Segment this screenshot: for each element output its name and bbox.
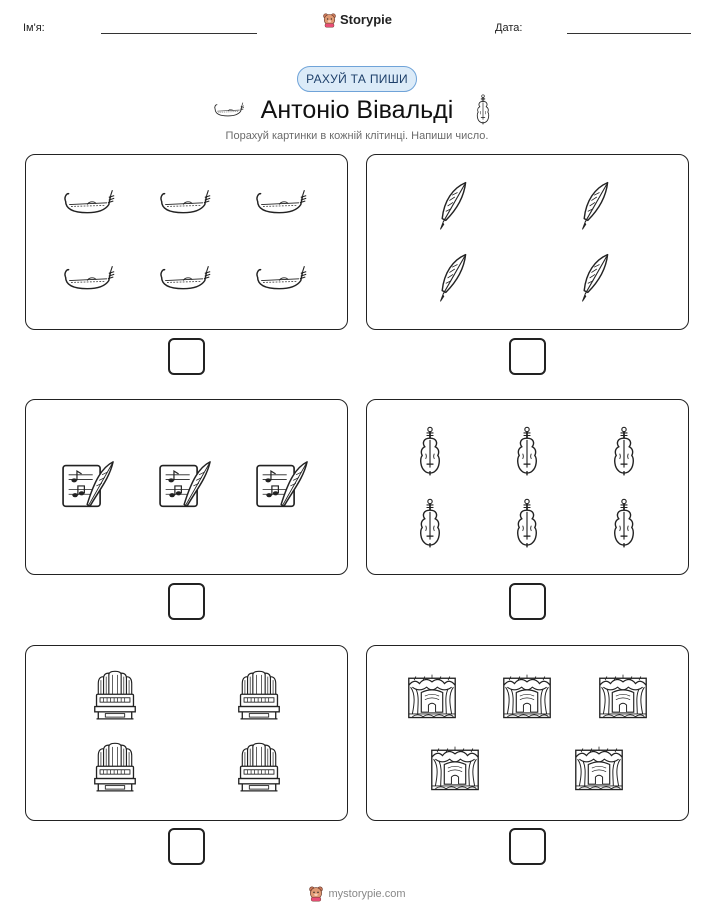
answer-box-quill[interactable] — [509, 338, 546, 375]
theater-stage-icon — [502, 672, 552, 722]
gondola-icon — [158, 259, 212, 295]
pipe-organ-icon — [237, 670, 281, 722]
pipe-organ-icon — [93, 670, 137, 722]
footer — [0, 886, 714, 902]
theater-stage-icon — [574, 744, 624, 794]
violin-icon — [514, 426, 540, 478]
name-label: Ім'я: — [23, 22, 45, 34]
violin-icon — [417, 498, 443, 550]
violin-icon — [474, 94, 492, 126]
answer-box-sheet-music[interactable] — [168, 583, 205, 620]
date-line[interactable] — [567, 33, 691, 34]
count-panel-stage — [366, 645, 689, 821]
theater-stage-icon — [598, 672, 648, 722]
violin-icon — [514, 498, 540, 550]
pipe-organ-icon — [237, 742, 281, 794]
gondola-icon — [62, 183, 116, 219]
violin-icon — [611, 498, 637, 550]
sheet-music-quill-icon — [255, 460, 311, 510]
instructions: Порахуй картинки в кожній клітинці. Напиши число. — [225, 130, 489, 142]
title-row — [0, 94, 714, 128]
sheet-music-quill-icon — [61, 460, 117, 510]
gondola-icon — [158, 183, 212, 219]
gondola-icon — [62, 259, 116, 295]
gondola-icon — [254, 259, 308, 295]
answer-box-organ[interactable] — [168, 828, 205, 865]
pipe-organ-icon — [93, 742, 137, 794]
bear-logo-icon — [308, 886, 324, 902]
count-panel-violin — [366, 399, 689, 575]
name-line[interactable] — [101, 33, 257, 34]
count-panel-organ — [25, 645, 348, 821]
theater-stage-icon — [430, 744, 480, 794]
theater-stage-icon — [407, 672, 457, 722]
violin-icon — [611, 426, 637, 478]
quill-icon — [577, 179, 613, 233]
answer-box-violin[interactable] — [509, 583, 546, 620]
violin-icon — [417, 426, 443, 478]
quill-icon — [435, 251, 471, 305]
footer-site[interactable]: mystorypie.com — [328, 887, 406, 900]
sheet-music-quill-icon — [158, 460, 214, 510]
page-title: Антоніо Вівальді — [260, 96, 454, 124]
quill-icon — [435, 179, 471, 233]
date-label: Дата: — [495, 22, 523, 34]
count-panel-quill — [366, 154, 689, 330]
answer-box-stage[interactable] — [509, 828, 546, 865]
count-panel-sheet-music — [25, 399, 348, 575]
brand-logo — [0, 12, 714, 28]
activity-badge: РАХУЙ ТА ПИШИ — [297, 66, 417, 92]
gondola-icon — [254, 183, 308, 219]
count-panel-gondola — [25, 154, 348, 330]
bear-logo-icon — [322, 13, 337, 28]
answer-box-gondola[interactable] — [168, 338, 205, 375]
brand-name: Storypie — [339, 12, 392, 27]
quill-icon — [577, 251, 613, 305]
